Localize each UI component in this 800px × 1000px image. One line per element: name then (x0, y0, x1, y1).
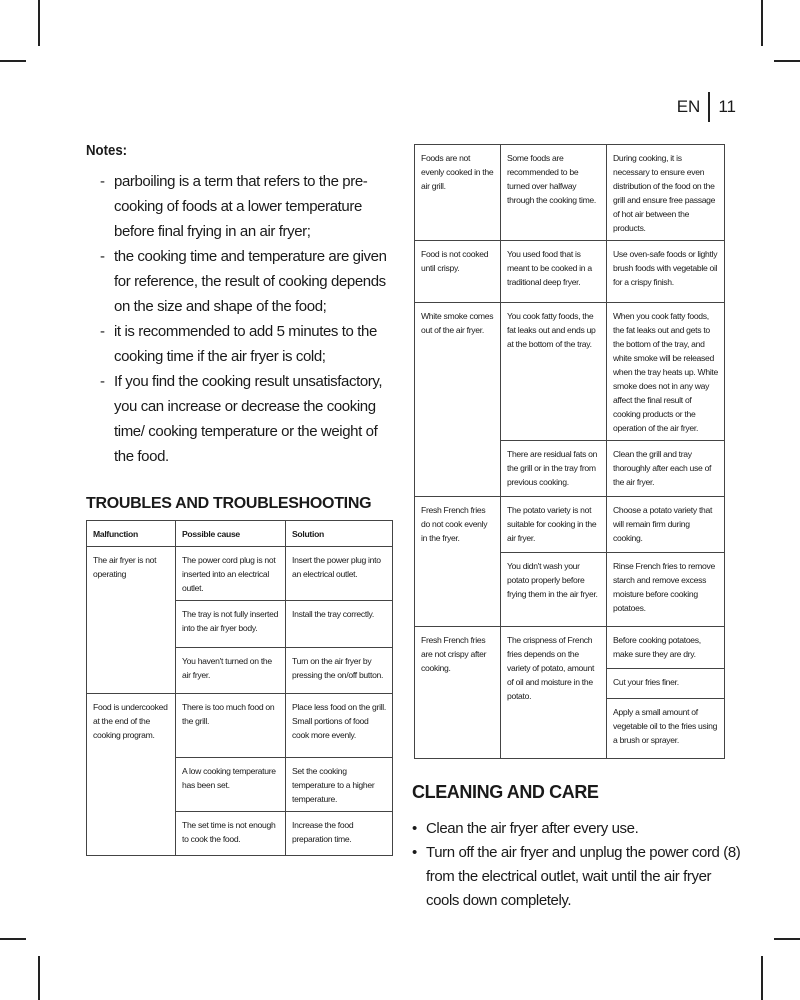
cause-cell: You used food that is meant to be cooked in a traditional deep fryer. (501, 241, 607, 303)
solution-cell: Insert the power plug into an electrical outlet. (286, 547, 393, 601)
solution-cell: When you cook fatty foods, the fat leaks out and gets to the bottom of the tray, and white smoke will be released when the tray heats up. White smoke does not in any way affect the final result of cooking products or the operation of the air fryer. (607, 303, 725, 441)
solution-cell: Increase the food preparation time. (286, 812, 393, 856)
solution-cell: Set the cooking temperature to a higher temperature. (286, 758, 393, 812)
solution-cell: Clean the grill and tray thoroughly after each use of the air fryer. (607, 441, 725, 497)
solution-cell: Rinse French fries to remove starch and remove excess moisture before cooking potatoes. (607, 553, 725, 627)
table-row (87, 547, 393, 601)
note-item: - parboiling is a term that refers to the pre-cooking of foods at a lower temperature before final frying in an air fryer; (86, 169, 390, 244)
solution-cell: Install the tray correctly. (286, 601, 393, 648)
solution-cell: Apply a small amount of vegetable oil to the fries using a brush or sprayer. (607, 699, 725, 759)
crop-mark (38, 0, 40, 46)
malfunction-cell: White smoke comes out of the air fryer. (415, 303, 501, 497)
header-divider (708, 92, 710, 122)
table-header-row (87, 521, 393, 547)
cause-cell: The power cord plug is not inserted into an electrical outlet. (176, 547, 286, 601)
cause-cell: The set time is not enough to cook the food. (176, 812, 286, 856)
troubles-title: TROUBLES AND TROUBLESHOOTING (86, 495, 372, 512)
solution-cell: During cooking, it is necessary to ensure even distribution of the food on the grill and ensure free passage of hot air between the products. (607, 145, 725, 241)
cleaning-item: • Turn off the air fryer and unplug the power cord (8) from the electrical outlet, wait until the air fryer cools down completely. (412, 841, 742, 913)
cause-cell: The potato variety is not suitable for cooking in the air fryer. (501, 497, 607, 553)
cause-cell: You didn't wash your potato properly before frying them in the air fryer. (501, 553, 607, 627)
cause-cell: The crispness of French fries depends on the variety of potato, amount of oil and moisture in the potato. (501, 627, 607, 759)
solution-cell: Turn on the air fryer by pressing the on/off button. (286, 648, 393, 694)
troubleshooting-table-left (86, 520, 393, 856)
language-label: EN (676, 97, 701, 116)
cleaning-item: • Clean the air fryer after every use. (412, 817, 742, 841)
solution-cell: Choose a potato variety that will remain firm during cooking. (607, 497, 725, 553)
header-cause: Possible cause (176, 521, 286, 547)
solution-cell: Use oven-safe foods or lightly brush foods with vegetable oil for a crispy finish. (607, 241, 725, 303)
note-item: - it is recommended to add 5 minutes to the cooking time if the air fryer is cold; (86, 319, 390, 369)
crop-mark (774, 938, 800, 940)
crop-mark (774, 60, 800, 62)
malfunction-cell: The air fryer is not operating (87, 547, 176, 694)
malfunction-cell: Foods are not evenly cooked in the air grill. (415, 145, 501, 241)
malfunction-cell: Food is not cooked until crispy. (415, 241, 501, 303)
notes-title: Notes: (86, 142, 128, 159)
crop-mark (0, 60, 26, 62)
table-row (415, 497, 725, 553)
notes-list (86, 169, 390, 469)
crop-mark (0, 938, 26, 940)
cleaning-title: CLEANING AND CARE (412, 782, 599, 802)
malfunction-cell: Fresh French fries are not crispy after cooking. (415, 627, 501, 759)
troubleshooting-table-right (414, 144, 725, 759)
malfunction-cell: Food is undercooked at the end of the cooking program. (87, 694, 176, 856)
solution-cell: Place less food on the grill. Small portions of food cook more evenly. (286, 694, 393, 758)
table-row (415, 627, 725, 669)
page-number: 11 (718, 97, 736, 116)
malfunction-cell: Fresh French fries do not cook evenly in the fryer. (415, 497, 501, 627)
cause-cell: Some foods are recommended to be turned over halfway through the cooking time. (501, 145, 607, 241)
solution-cell: Cut your fries finer. (607, 669, 725, 699)
crop-mark (761, 0, 763, 46)
cause-cell: There is too much food on the grill. (176, 694, 286, 758)
crop-mark (761, 956, 763, 1000)
cleaning-section (412, 782, 742, 913)
table-row (87, 694, 393, 758)
note-item: - the cooking time and temperature are given for reference, the result of cooking depends on the size and shape of the food; (86, 244, 390, 319)
cause-cell: A low cooking temperature has been set. (176, 758, 286, 812)
note-item: - If you find the cooking result unsatisfactory, you can increase or decrease the cooking time/ cooking temperature or the weight of the food. (86, 369, 390, 469)
table-row (415, 145, 725, 241)
cause-cell: The tray is not fully inserted into the air fryer body. (176, 601, 286, 648)
crop-mark (38, 956, 40, 1000)
page-header (677, 92, 736, 122)
header-malfunction: Malfunction (87, 521, 176, 547)
left-column (86, 142, 390, 513)
cleaning-list (412, 817, 742, 913)
solution-cell: Before cooking potatoes, make sure they are dry. (607, 627, 725, 669)
cause-cell: You cook fatty foods, the fat leaks out and ends up at the bottom of the tray. (501, 303, 607, 441)
table-row (415, 303, 725, 441)
header-solution: Solution (286, 521, 393, 547)
table-row (415, 241, 725, 303)
cause-cell: There are residual fats on the grill or in the tray from previous cooking. (501, 441, 607, 497)
cause-cell: You haven't turned on the air fryer. (176, 648, 286, 694)
